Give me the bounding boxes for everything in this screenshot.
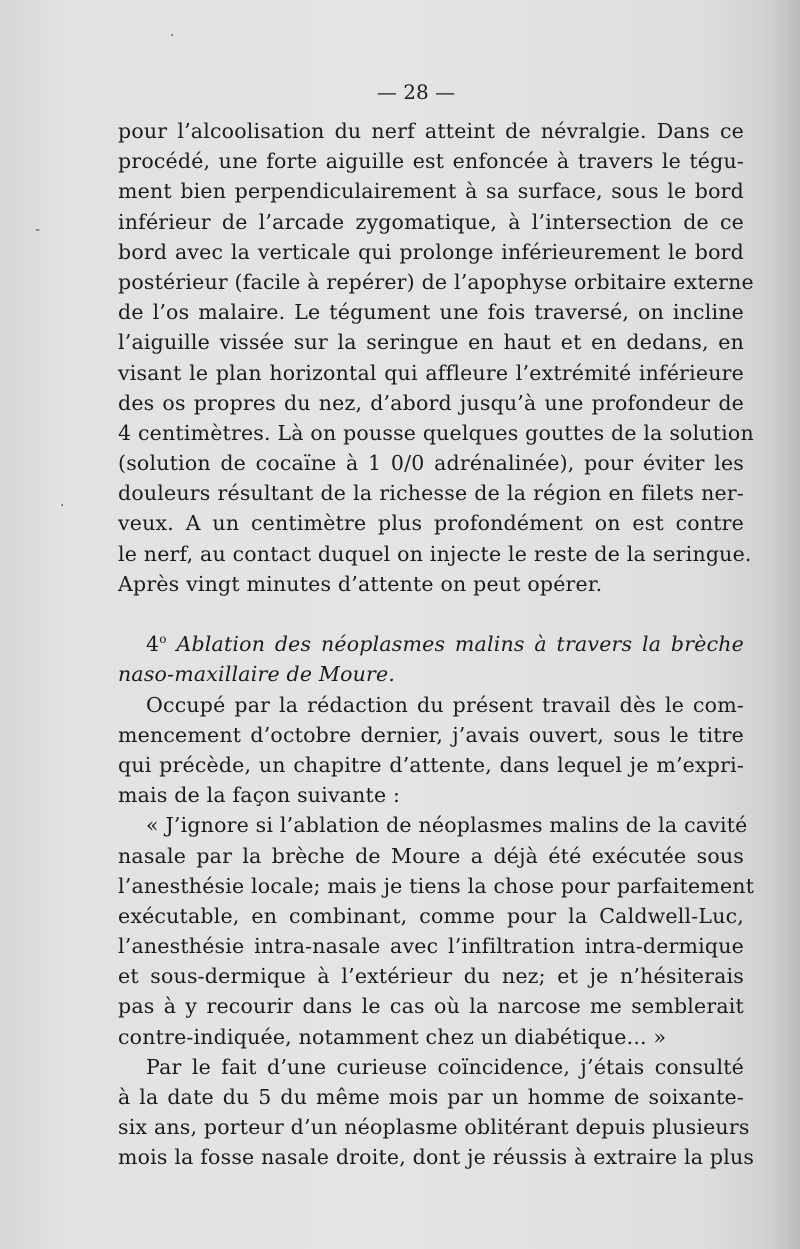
text-line: ment bien perpendiculairement à sa surface, sous le bord <box>118 179 744 204</box>
text-line: « J’ignore si l’ablation de néoplasmes malins de la cavité <box>146 813 748 838</box>
text-line: à la date du 5 du même mois par un homme de soixante- <box>118 1085 744 1109</box>
paragraph-1 <box>118 116 754 599</box>
section-heading <box>118 629 744 689</box>
text-line: inférieur de l’arcade zygomatique, à l’intersection de ce <box>118 209 744 234</box>
section-ordinal: o <box>159 632 167 647</box>
text-line: l’anesthésie intra-nasale avec l’infiltration intra-dermique <box>118 934 744 959</box>
section-number: 4 <box>146 632 160 657</box>
body-text <box>118 116 755 1173</box>
paragraph-3-quote <box>118 810 755 1052</box>
paragraph-2 <box>118 690 744 811</box>
text-line: l’anesthésie locale; mais je tiens la chose pour parfaitement <box>118 873 755 898</box>
page-number: — 28 — <box>376 80 456 104</box>
text-line: des os propres du nez, d’abord jusqu’à une profondeur de <box>118 390 744 415</box>
heading-line-2: naso-maxillaire de Moure. <box>118 662 396 687</box>
margin-mark: - <box>35 222 41 238</box>
text-line: bord avec la verticale qui prolonge inférieurement le bord <box>118 239 744 264</box>
text-line: Après vingt minutes d’attente on peut opérer. <box>118 571 603 596</box>
text-line: exécutable, en combinant, comme pour la Caldwell-Luc, <box>118 903 744 928</box>
text-line: de l’os malaire. Le tégument une fois traversé, on incline <box>118 300 744 325</box>
text-line: mais de la façon suivante : <box>118 783 401 808</box>
text-line: Par le fait d’une curieuse coïncidence, j’étais consulté <box>146 1054 744 1079</box>
paragraph-4 <box>118 1052 755 1173</box>
text-line: postérieur (facile à repérer) de l’apophyse orbitaire externe <box>118 269 754 294</box>
paragraph-gap <box>118 599 744 629</box>
heading-line-1 <box>118 629 744 659</box>
text-line: mencement d’octobre dernier, j’avais ouvert, sous le titre <box>118 722 744 747</box>
text-line: mois la fosse nasale droite, dont je réussis à extraire la plus <box>118 1145 755 1170</box>
text-line: visant le plan horizontal qui affleure l’extrémité inférieure <box>118 360 744 385</box>
text-line: veux. A un centimètre plus profondément on est contre <box>118 511 744 536</box>
section-title: Ablation des néoplasmes malins à travers la brèche <box>176 632 744 657</box>
text-line: et sous-dermique à l’extérieur du nez; et je n’hésiterais <box>118 964 744 989</box>
text-line: douleurs résultant de la richesse de la région en filets ner- <box>118 481 744 506</box>
text-line: l’aiguille vissée sur la seringue en haut et en dedans, en <box>118 330 744 355</box>
text-line: pas à y recourir dans le cas où la narcose me semblerait <box>118 994 744 1019</box>
text-line: le nerf, au contact duquel on injecte le reste de la seringue. <box>118 541 752 566</box>
margin-mark: · <box>60 498 65 514</box>
text-line: procédé, une forte aiguille est enfoncée à travers le tégu- <box>118 149 744 174</box>
text-line: 4 centimètres. Là on pousse quelques gouttes de la solution <box>118 420 754 445</box>
page-edge-shadow <box>770 0 800 1249</box>
text-line: qui précède, un chapitre d’attente, dans lequel je m’expri- <box>118 752 744 777</box>
text-line: (solution de cocaïne à 1 0/0 adrénalinée), pour éviter les <box>118 451 744 476</box>
text-line: nasale par la brèche de Moure a déjà été exécutée sous <box>118 843 744 868</box>
text-line: contre-indiquée, notamment chez un diabétique... » <box>118 1024 667 1049</box>
text-line: six ans, porteur d’un néoplasme oblitérant depuis plusieurs <box>118 1115 750 1140</box>
scan-speck: · <box>170 28 175 44</box>
text-line: pour l’alcoolisation du nerf atteint de névralgie. Dans ce <box>118 119 744 143</box>
text-line: Occupé par la rédaction du présent travail dès le com- <box>146 692 744 717</box>
